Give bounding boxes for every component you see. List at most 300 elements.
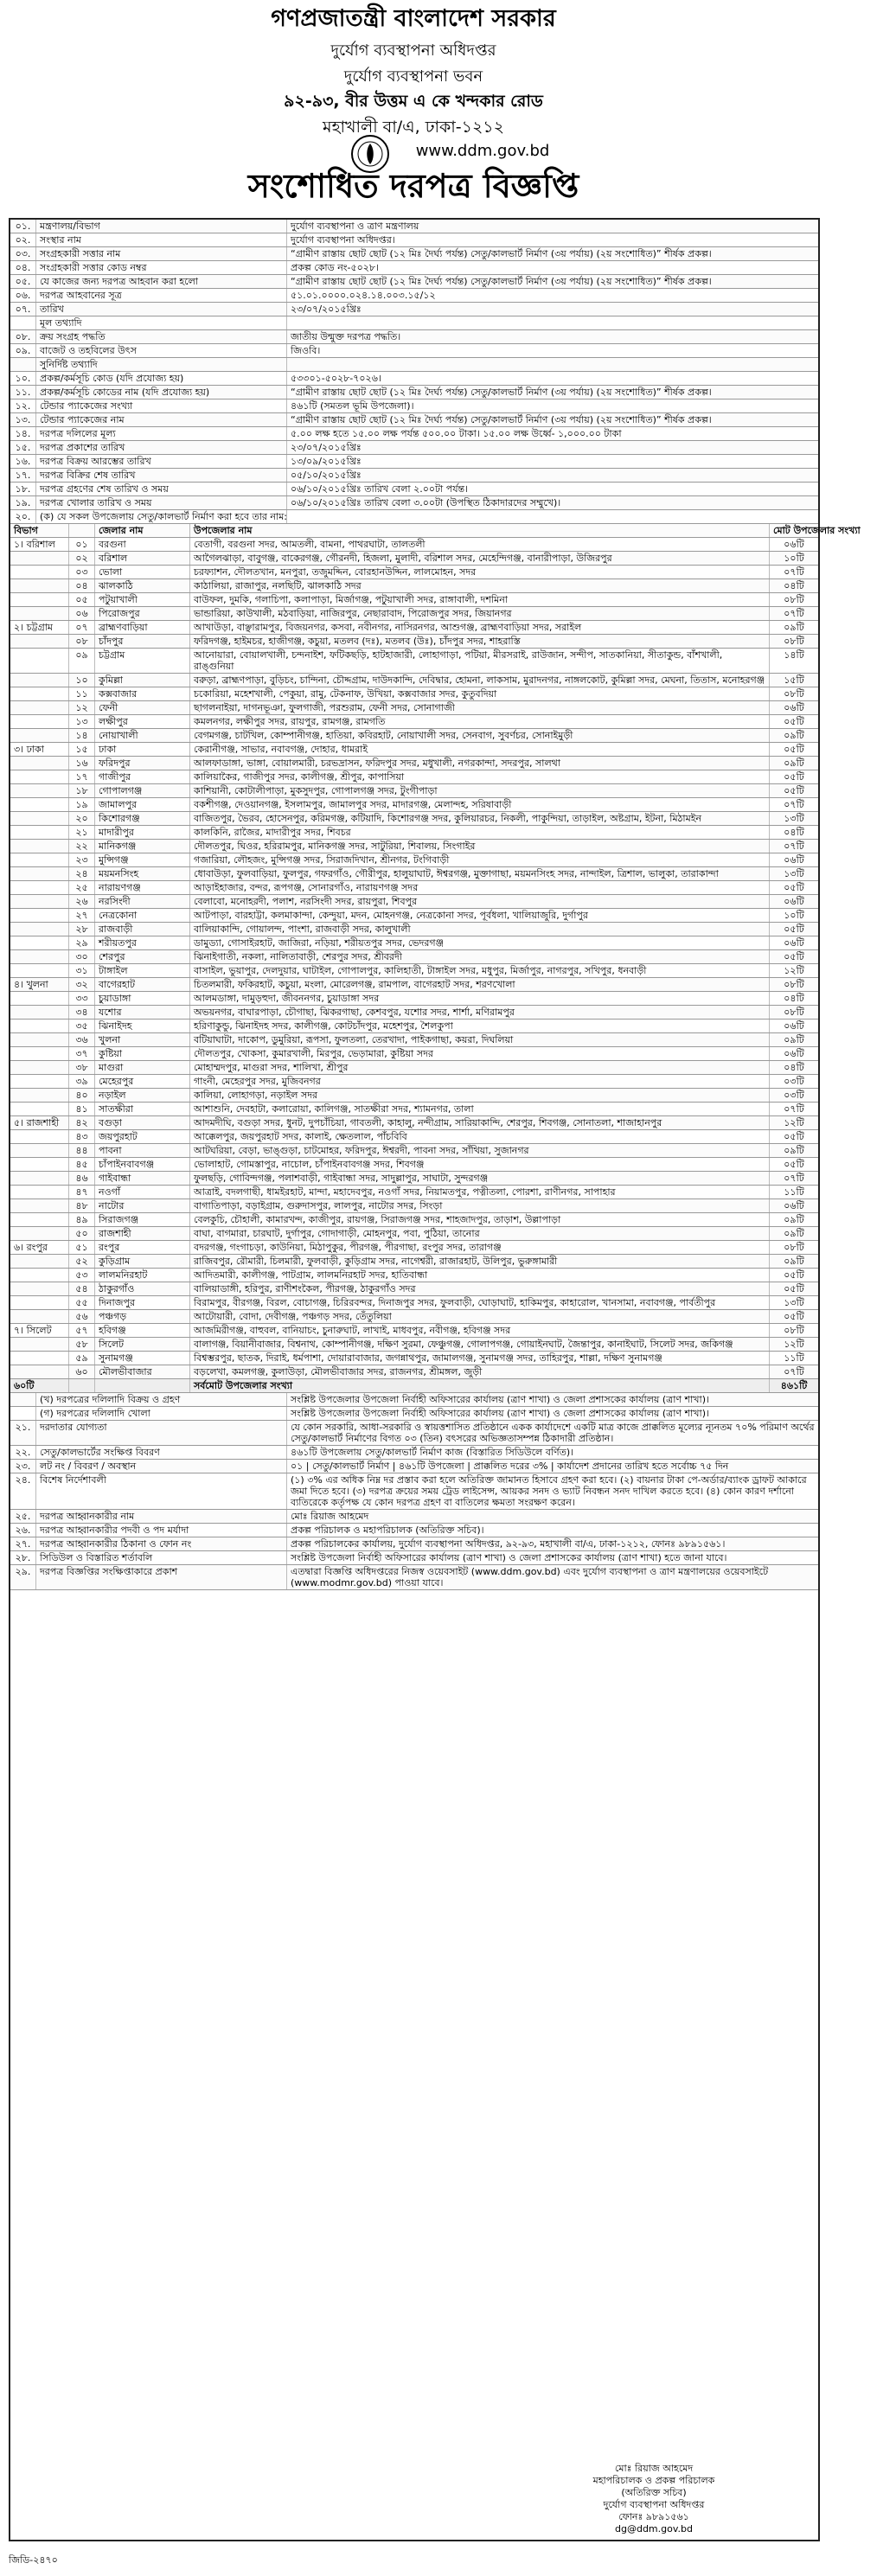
upazila-count: ০৯টি — [784, 1256, 804, 1267]
upazila-list: বেলকুচি, চৌহালী, কামারখন্দ, কাজীপুর, রায়গঞ্জ, সিরাজগঞ্জ সদর, শাহজাদপুর, তাড়াশ, উল্লাপাড়া — [190, 1213, 770, 1226]
district-number: ১২ — [69, 701, 95, 714]
division-name — [10, 812, 69, 825]
row-value: সংশ্লিষ্ট উপজেলার উপজেলা নির্বাহী অফিসারের কার্যালয় (ত্রাণ শাখা) ও জেলা প্রশাসকের কার্যালয় (ত্রাণ শাখা)। — [291, 1394, 709, 1405]
division-name — [10, 826, 69, 839]
upazila-list: কেরানীগঞ্জ, সাভার, নবাবগঞ্জ, দোহার, ধামরাই — [190, 743, 770, 756]
upazila-list: ডামুড্যা, গোসাইরহাট, জাজিরা, নড়িয়া, শরীয়তপুর সদর, ভেদরগঞ্জ — [190, 936, 770, 949]
upazila-list: বড়লেখা, কমলগঞ্জ, কুলাউড়া, মৌলভীবাজার সদর, রাজনগর, শ্রীমঙ্গল, জুড়ী — [190, 1365, 770, 1378]
upazila-count: ০৪টি — [784, 827, 804, 838]
district-name: জয়পুরহাট — [95, 1130, 190, 1143]
division-name: ৬। রংপুর — [10, 1241, 69, 1254]
upazila-list: অভয়নগর, বাঘারপাড়া, চৌগাছা, ঝিকরগাছা, কেশবপুর, যশোর সদর, শার্শা, মণিরামপুর — [190, 1006, 770, 1019]
district-name: নাটোর — [95, 1199, 190, 1212]
row-number: ০২. — [10, 233, 36, 246]
upazila-list: গজারিয়া, লৌহজং, মুন্সিগঞ্জ সদর, সিরাজদিখান, শ্রীনগর, টংগিবাড়ী — [190, 853, 770, 866]
district-name: লালমনিরহাট — [95, 1269, 190, 1282]
district-row — [10, 1020, 818, 1033]
info-row — [10, 441, 818, 455]
upazila-count: ০৫টি — [784, 1283, 804, 1294]
reference-number: জিডি-২৪৭০ — [9, 2554, 58, 2566]
row-label: দরপত্র বিক্রির শেষ তারিখ — [36, 469, 287, 482]
upazila-header: উপজেলার নাম — [190, 524, 770, 537]
row-label: দরপত্র গ্রহণের শেষ তারিখ ও সময় — [36, 483, 287, 495]
upazila-list: মোহাম্মদপুর, মাগুরা সদর, শালিখা, শ্রীপুর — [190, 1061, 770, 1074]
district-name: গোপালগঞ্জ — [95, 784, 190, 797]
row-number: ২২. — [10, 1446, 36, 1459]
info-row — [10, 1473, 818, 1510]
district-number: ৪৪ — [69, 1144, 95, 1157]
district-row — [10, 978, 818, 992]
info-row — [10, 275, 818, 289]
signer-email[interactable]: dg@ddm.gov.bd — [615, 2523, 693, 2534]
district-row — [10, 895, 818, 909]
district-number: ০৫ — [69, 593, 95, 606]
upazila-list: কালিয়া, লোহাগড়া, নড়াইল সদর — [190, 1089, 770, 1102]
district-row — [10, 909, 818, 923]
upazila-list: গাংনী, মেহেরপুর সদর, মুজিবনগর — [190, 1075, 770, 1088]
row-value: ২৩/০৭/২০১৫খ্রিঃ — [291, 442, 362, 453]
district-name: ঢাকা — [95, 743, 190, 756]
division-name — [10, 1365, 69, 1378]
upazila-list: আজমিরীগঞ্জ, বাহুবল, বানিয়াচং, চুনারুঘাট, লাখাই, মাধবপুর, নবীগঞ্জ, হবিগঞ্জ সদর — [190, 1324, 770, 1337]
row-number: ১৯. — [10, 496, 36, 509]
tender-rows — [10, 220, 861, 1590]
row-label: দরদাতার যোগ্যতা — [36, 1421, 287, 1445]
division-name — [10, 895, 69, 908]
district-row — [10, 1213, 818, 1227]
upazila-list: ফরিদগঞ্জ, হাইমচর, হাজীগঞ্জ, কচুয়া, মতলব (দঃ), মতলব (উঃ), চাঁদপুর সদর, শাহরাস্তি — [190, 635, 770, 648]
total-districts: ৬০টি — [10, 1379, 69, 1392]
district-name: নোয়াখালী — [95, 729, 190, 742]
district-name: ঠাকুরগাঁও — [95, 1282, 190, 1295]
district-number: ০৬ — [69, 607, 95, 620]
district-row — [10, 964, 818, 978]
district-row — [10, 1338, 818, 1352]
upazila-count: ০৭টি — [784, 1103, 804, 1115]
row-number: ০৩. — [10, 247, 36, 260]
upazila-list: বাঘা, বাগমারা, চারঘাট, দুর্গাপুর, গোদাগাড়ী, মোহনপুর, পবা, পুঠিয়া, তানোর — [190, 1227, 770, 1240]
upazila-count: ০৮টি — [784, 594, 804, 605]
government-name: গণপ্রজাতন্ত্রী বাংলাদেশ সরকার — [271, 5, 556, 32]
district-row — [10, 1144, 818, 1158]
division-name — [10, 1089, 69, 1102]
district-name: পটুয়াখালী — [95, 593, 190, 606]
upazila-list: রাজিবপুর, রৌমারী, চিলমারী, ফুলবাড়ী, কুড়িগ্রাম সদর, নাগেশ্বরী, রাজারহাট, উলিপুর, ভুরুঙ্গামারী — [190, 1255, 770, 1268]
row-value: প্রকল্প কোড নং-৫০২৮। — [291, 262, 379, 273]
info-row — [10, 316, 818, 330]
upazila-count: ০৭টি — [784, 841, 804, 852]
district-name: নওগাঁ — [95, 1186, 190, 1199]
upazila-count: ০৯টি — [784, 622, 804, 633]
row-label: লট নং / বিবরণ / অবস্থান — [36, 1460, 287, 1473]
upazila-count: ০৫টি — [784, 1159, 804, 1170]
row-value: ৫৩৩০১-৫০২৮-৭০২৬। — [291, 373, 381, 384]
row-number: ১১. — [10, 386, 36, 399]
upazila-count: ০৭টি — [784, 799, 804, 810]
district-name: কুমিল্লা — [95, 674, 190, 687]
info-row — [10, 483, 818, 496]
department-name: দুর্যোগ ব্যবস্থাপনা অধিদপ্তর — [330, 42, 496, 60]
website-link[interactable]: www.ddm.gov.bd — [415, 142, 550, 160]
info-row — [10, 386, 818, 400]
upazila-list: ফুলছড়ি, গোবিন্দগঞ্জ, পলাশবাড়ী, গাইবান্ধা সদর, সাদুল্লাপুর, সাঘাটা, সুন্দরগঞ্জ — [190, 1172, 770, 1185]
row-label: ক্রয় সংগ্রহ পদ্ধতি — [36, 330, 287, 343]
district-number: ০৩ — [69, 566, 95, 578]
row-label: সংস্থার নাম — [36, 233, 287, 246]
division-name — [10, 798, 69, 811]
row-label: দরপত্র বিজ্ঞপ্তির সংক্ষিপ্তাকারে প্রকাশ — [36, 1565, 287, 1589]
district-row — [10, 1061, 818, 1075]
upazila-list: আটোয়ারী, বোদা, দেবীগঞ্জ, পঞ্চগড় সদর, তেঁতুলিয়া — [190, 1310, 770, 1323]
info-row — [10, 469, 818, 483]
row-number: ০৭. — [10, 303, 36, 316]
district-row — [10, 715, 818, 729]
division-name — [10, 1103, 69, 1115]
upazila-count: ০৬টি — [784, 1020, 804, 1032]
division-name — [10, 770, 69, 783]
district-name: ফেনী — [95, 701, 190, 714]
upazila-count: ০৬টি — [784, 854, 804, 866]
row-label: টেন্ডার প্যাকেজের সংখ্যা — [36, 400, 287, 412]
upazila-count: ০৯টি — [784, 1214, 804, 1225]
row-number: ২১. — [10, 1421, 36, 1445]
row-label: যে কাজের জন্য দরপত্র আহবান করা হলো — [36, 275, 287, 288]
district-number: ৫৮ — [69, 1338, 95, 1351]
district-name: সিরাজগঞ্জ — [95, 1213, 190, 1226]
district-row — [10, 1103, 818, 1116]
count-header: মোট উপজেলার সংখ্যা — [773, 525, 861, 536]
upazila-list: আলফাডাঙ্গা, ভাঙ্গা, বোয়ালমারী, চরভদ্রাসন, ফরিদপুর সদর, মধুখালী, নগরকান্দা, সদরপুর, সালথা — [190, 757, 770, 770]
district-name: মানিকগঞ্জ — [95, 840, 190, 853]
division-name — [10, 1213, 69, 1226]
division-name — [10, 1172, 69, 1185]
row-value: “গ্রামীণ রাস্তায় ছোট ছোট (১২ মিঃ দৈর্ঘ্য পর্যন্ত) সেতু/কালভার্ট নির্মাণ (৩য় পর্যায়) (২য় সংশোধিত)” শীর্ষক প্রকল্প। — [291, 276, 712, 287]
district-row — [10, 992, 818, 1006]
division-name: ৫। রাজশাহী — [10, 1116, 69, 1129]
info-row — [10, 1446, 818, 1460]
district-number: ৫২ — [69, 1255, 95, 1268]
upazila-count: ০৪টি — [784, 580, 804, 591]
district-row — [10, 1116, 818, 1130]
division-name — [10, 701, 69, 714]
info-row — [10, 1510, 818, 1524]
info-row — [10, 510, 818, 524]
district-name: সিলেট — [95, 1338, 190, 1351]
info-row — [10, 400, 818, 413]
upazila-count: ০৮টি — [784, 1007, 804, 1018]
district-number: ৪৫ — [69, 1158, 95, 1171]
info-row — [10, 372, 818, 386]
district-number: ২৮ — [69, 923, 95, 936]
district-number: ০৪ — [69, 579, 95, 592]
division-name — [10, 1047, 69, 1060]
district-name: সুনামগঞ্জ — [95, 1352, 190, 1365]
district-name: কক্সবাজার — [95, 687, 190, 700]
district-row — [10, 867, 818, 881]
info-row — [10, 496, 818, 510]
district-row — [10, 1365, 818, 1379]
upazila-list: বিরামপুর, বীরগঞ্জ, বিরল, বোচাগঞ্জ, চিরিরবন্দর, দিনাজপুর সদর, ফুলবাড়ী, ঘোড়াঘাট, হাকিমপুর, কাহারোল, খানসামা, নবাবগঞ্জ, পার্বতীপুর — [190, 1296, 770, 1309]
row-value: মোঃ রিয়াজ আহমেদ — [291, 1511, 369, 1522]
upazila-list: আটঘরিয়া, বেড়া, ভাঙ্গুড়া, চাটমোহর, ফরিদপুর, ঈশ্বরদী, পাবনা সদর, সাঁথিয়া, সুজানগর — [190, 1144, 770, 1157]
division-name — [10, 853, 69, 866]
district-number: ৫১ — [69, 1241, 95, 1254]
division-name — [10, 635, 69, 648]
row-number: ২৭. — [10, 1537, 36, 1550]
upazila-count: ০৪টি — [784, 993, 804, 1004]
row-number: ১২. — [10, 400, 36, 412]
district-name: মাগুরা — [95, 1061, 190, 1074]
row-value: ০৬/১০/২০১৫খ্রিঃ তারিখ বেলা ২.০০টা পর্যন্ত। — [291, 483, 469, 495]
street-address: ৯২-৯৩, বীর উত্তম এ কে খন্দকার রোড — [284, 92, 543, 111]
upazila-list: কাঠালিয়া, রাজাপুর, নলছিটি, ঝালকাঠি সদর — [190, 579, 770, 592]
row-label: বাজেট ও তহবিলের উৎস — [36, 344, 287, 357]
upazila-count: ০৬টি — [784, 937, 804, 949]
info-row — [10, 330, 818, 344]
district-name: চট্টগ্রাম — [95, 649, 190, 673]
district-name: টাঙ্গাইল — [95, 964, 190, 977]
district-name: চাঁদপুর — [95, 635, 190, 648]
upazila-count: ১১টি — [784, 1186, 804, 1198]
info-row — [10, 247, 818, 261]
upazila-list: বালিয়াকান্দি, গোয়ালন্দ, পাংশা, রাজবাড়ী সদর, কালুখালী — [190, 923, 770, 936]
district-name: মাদারীপুর — [95, 826, 190, 839]
upazila-count: ১০টি — [784, 553, 804, 564]
upazila-count: ০৮টি — [784, 1325, 804, 1336]
district-number: ৪৬ — [69, 1172, 95, 1185]
division-name — [10, 1338, 69, 1351]
division-header: বিভাগ — [10, 524, 69, 537]
district-number: ০৮ — [69, 635, 95, 648]
district-row — [10, 1186, 818, 1199]
district-number: ৫৩ — [69, 1269, 95, 1282]
row-number: ০৪. — [10, 261, 36, 274]
row-number — [10, 1393, 36, 1406]
district-name: দিনাজপুর — [95, 1296, 190, 1309]
district-row — [10, 593, 818, 607]
signer-designation: মহাপরিচালক ও প্রকল্প পরিচালক — [592, 2475, 715, 2486]
district-number: ১৯ — [69, 798, 95, 811]
district-row — [10, 1199, 818, 1213]
upazila-count: ০৯টি — [784, 1228, 804, 1239]
row-value: “গ্রামীণ রাস্তায় ছোট ছোট (১২ মিঃ দৈর্ঘ্য পর্যন্ত) সেতু/কালভার্ট নির্মাণ (৩য় পর্যায়) (২য় সংশোধিত)” শীর্ষক প্রকল্প। — [291, 387, 712, 398]
upazila-list: বাসাইল, ভুয়াপুর, দেলদুয়ার, ঘাটাইল, গোপালপুর, কালিহাতী, টাঙ্গাইল সদর, মধুপুর, মির্জাপুর, নাগরপুর, সখিপুর, ধনবাড়ী — [190, 964, 770, 977]
district-number: ১৫ — [69, 743, 95, 756]
row-number: ২৬. — [10, 1524, 36, 1537]
signer-rank: (অতিরিক্ত সচিব) — [621, 2487, 687, 2498]
row-number — [10, 316, 36, 329]
district-row — [10, 1033, 818, 1047]
district-name: বরিশাল — [95, 552, 190, 565]
district-row — [10, 1047, 818, 1061]
district-number: ০১ — [69, 538, 95, 551]
upazila-list: বাজিতপুর, ভৈরব, হোসেনপুর, করিমগঞ্জ, কটিয়াদি, কিশোরগঞ্জ সদর, কুলিয়ারচর, নিকলী, পাকুন্দিয়া, তাড়াইল, অষ্টগ্রাম, ইটনা, মিঠামইন — [190, 812, 770, 825]
district-row — [10, 1172, 818, 1186]
upazila-count: ১৩টি — [784, 1297, 804, 1308]
row-value: “গ্রামীণ রাস্তায় ছোট ছোট (১২ মিঃ দৈর্ঘ্য পর্যন্ত) সেতু/কালভার্ট নির্মাণ (৩য় পর্যায়) (২য় সংশোধিত)” শীর্ষক প্রকল্প। — [291, 414, 712, 425]
division-name — [10, 1006, 69, 1019]
row-value: ৪৬১টি উপজেলায় সেতু/কালভার্ট নির্মাণ কাজ (বিস্তারিত সিডিউলে বর্ণিত)। — [291, 1447, 574, 1458]
row-label: প্রকল্প/কর্মসূচি কোডের নাম (যদি প্রযোজ্য হয়) — [36, 386, 287, 399]
district-number: ২৫ — [69, 881, 95, 894]
upazila-list: কালিয়াকৈর, গাজীপুর সদর, কালীগঞ্জ, শ্রীপুর, কাপাসিয়া — [190, 770, 770, 783]
total-spacer — [95, 1379, 190, 1392]
signer-phone: ফোনঃ ৯৮৯১৫৬১ — [618, 2511, 689, 2522]
signer-office: দুর্যোগ ব্যবস্থাপনা অধিদপ্তর — [603, 2499, 705, 2510]
district-number: ১৬ — [69, 757, 95, 770]
upazila-count: ০৬টি — [784, 1048, 804, 1059]
division-name — [10, 649, 69, 673]
district-number: ৫৯ — [69, 1352, 95, 1365]
row-number: ১৩. — [10, 413, 36, 426]
district-row — [10, 1269, 818, 1282]
upazila-count: ১২টি — [784, 965, 804, 976]
building-name: দুর্যোগ ব্যবস্থাপনা ভবন — [343, 67, 483, 86]
row-label: দরপত্র আহ্বানকারীর নাম — [36, 1510, 287, 1523]
row-value: ০৬/১০/২০১৫খ্রিঃ তারিখ বেলা ৩.০০টা (উপস্থিত ঠিকাদারদের সম্মুখে)। — [291, 497, 561, 508]
district-name: শেরপুর — [95, 950, 190, 963]
row-label: দরপত্র খোলার তারিখ ও সময় — [36, 496, 287, 509]
row-number: ২৯. — [10, 1565, 36, 1589]
district-number: ৩২ — [69, 978, 95, 991]
row-number: ০৬. — [10, 289, 36, 302]
district-row — [10, 538, 818, 552]
district-number: ২২ — [69, 840, 95, 853]
row-label: টেন্ডার প্যাকেজের নাম — [36, 413, 287, 426]
row-label: সিডিউল ও বিস্তারিত শর্তাবলি — [36, 1551, 287, 1564]
info-row — [10, 358, 818, 372]
upazila-list: বদরগঞ্জ, গংগাচড়া, কাউনিয়া, মিঠাপুকুর, পীরগঞ্জ, পীরগাছা, রংপুর সদর, তারাগঞ্জ — [190, 1241, 770, 1254]
district-row — [10, 881, 818, 895]
district-number: ৩০ — [69, 950, 95, 963]
district-row — [10, 607, 818, 621]
notice-footer — [0, 2387, 827, 2576]
division-name — [10, 579, 69, 592]
district-row — [10, 1158, 818, 1172]
upazila-list: বেলাবো, মনোহরদী, পলাশ, নরসিংদী সদর, রায়পুরা, শিবপুর — [190, 895, 770, 908]
district-row — [10, 950, 818, 964]
district-number: ১৪ — [69, 729, 95, 742]
info-row — [10, 289, 818, 303]
district-name: হবিগঞ্জ — [95, 1324, 190, 1337]
upazila-list: কালকিনি, রাজৈর, মাদারীপুর সদর, শিবচর — [190, 826, 770, 839]
info-row — [10, 1565, 818, 1590]
upazila-list: চিতলমারী, ফকিরহাট, কচুয়া, মংলা, মোরেলগঞ্জ, রামপাল, বাগেরহাট সদর, শরণখোলা — [190, 978, 770, 991]
row-label: তারিখ — [36, 303, 287, 316]
district-row — [10, 621, 818, 635]
upazila-count: ১১টি — [784, 1352, 804, 1364]
division-name — [10, 607, 69, 620]
row-label: দরপত্র আহ্বানকারীর পদবী ও পদ মর্যাদা — [36, 1524, 287, 1537]
upazila-count: ০৪টি — [784, 1062, 804, 1073]
upazila-count: ০৫টি — [784, 1131, 804, 1142]
upazila-count: ০৮টি — [784, 636, 804, 647]
upazila-list: বেগমগঞ্জ, চাটখিল, কোম্পানীগঞ্জ, হাতিয়া, কবিরহাট, নোয়াখালী সদর, সেনবাগ, সুবর্ণচর, সোনাইমুড়ী — [190, 729, 770, 742]
row-label: মূল তথ্যাদি — [36, 316, 287, 329]
row-value — [287, 358, 818, 371]
info-row — [10, 1537, 818, 1551]
division-name: ১। বরিশাল — [10, 538, 69, 551]
info-row — [10, 455, 818, 469]
district-number: ৫৭ — [69, 1324, 95, 1337]
division-name — [10, 1075, 69, 1088]
upazila-list: হরিণাকুন্ডু, ঝিনাইদহ সদর, কালীগঞ্জ, কোটচাঁদপুর, মহেশপুর, শৈলকুপা — [190, 1020, 770, 1032]
info-row — [10, 233, 818, 247]
row-label: সুনির্দিষ্ট তথ্যাদি — [36, 358, 287, 371]
upazila-list: কমলনগর, লক্ষীপুর সদর, রায়পুর, রামগঞ্জ, রামগতি — [190, 715, 770, 728]
row-number: ১৮. — [10, 483, 36, 495]
notice-title: সংশোধিত দরপত্র বিজ্ঞপ্তি — [247, 167, 579, 205]
upazila-count: ০৫টি — [784, 785, 804, 796]
district-name: মেহেরপুর — [95, 1075, 190, 1088]
row-number: ২৪. — [10, 1473, 36, 1509]
district-name: নেত্রকোনা — [95, 909, 190, 922]
upazila-list: আগৈলঝাড়া, বাবুগঞ্জ, বাকেরগঞ্জ, গৌরনদী, হিজলা, মুলাদী, বরিশাল সদর, মেহেন্দিগঞ্জ, বানারীপাড়া, উজিরপুর — [190, 552, 770, 565]
upazila-count: ০৯টি — [784, 1034, 804, 1045]
district-number: ২১ — [69, 826, 95, 839]
row-value: সংশ্লিষ্ট উপজেলার উপজেলা নির্বাহী অফিসারের কার্যালয় (ত্রাণ শাখা) ও জেলা প্রশাসকের কার্যালয় (ত্রাণ শাখা)। — [291, 1408, 709, 1419]
district-number: ৪০ — [69, 1089, 95, 1102]
division-name: ৩। ঢাকা — [10, 743, 69, 756]
district-row — [10, 812, 818, 826]
upazila-list: ধোবাউড়া, ফুলবাড়িয়া, ফুলপুর, গফরগাঁও, গৌরীপুর, হালুয়াঘাট, ঈশ্বরগঞ্জ, মুক্তাগাছা, ময়মনসিংহ সদর, নান্দাইল, ত্রিশাল, ভালুকা, তারাকান্দা — [190, 867, 770, 880]
upazila-count: ০৫টি — [784, 771, 804, 783]
upazila-list: বালিয়াডাঙ্গী, হরিপুর, রাণীশংকৈল, পীরগঞ্জ, ঠাকুরগাঁও সদর — [190, 1282, 770, 1295]
district-number: ১০ — [69, 674, 95, 687]
district-row — [10, 674, 818, 687]
district-name: জামালপুর — [95, 798, 190, 811]
upazila-list: দৌলতপুর, খোকসা, কুমারখালী, মিরপুর, ভেড়ামারা, কুষ্টিয়া সদর — [190, 1047, 770, 1060]
district-name: মুন্সিগঞ্জ — [95, 853, 190, 866]
upazila-list: চরফ্যাশন, দৌলতখান, মনপুরা, তজুমদ্দিন, বোরহানউদ্দিন, লালমোহন, সদর — [190, 566, 770, 578]
upazila-list: ভান্ডারিয়া, কাউখালী, মঠবাড়িয়া, নাজিরপুর, নেছারাবাদ, পিরোজপুর সদর, জিয়ানগর — [190, 607, 770, 620]
division-name — [10, 1296, 69, 1309]
row-number: ০৯. — [10, 344, 36, 357]
district-name: বগুড়া — [95, 1116, 190, 1129]
row-value: (১) ৩% এর অধিক নিম্ন দর প্রস্তাব করা হলে অতিরিক্ত জামানত হিসাবে গ্রহণ করা হবে। (২) বায়নার টাকা পে-অর্ডার/ব্যাংক ড্রাফট আকারে জমা দিতে হবে। (৩) দরপত্র ক্রয়ের সময় ট্রেড লাইসেন্স, আয়কর সনদ ও ভ্যাট নিবন্ধন সনদ দাখিল করতে হবে। (৪) কোন কারণ দর্শানো ব্যতিরেকে কর্তৃপক্ষ যে কোন দরপত্র গ্রহণ বা বাতিলের ক্ষমতা সংরক্ষণ করেন। — [291, 1474, 807, 1508]
upazila-count: ০৭টি — [784, 566, 804, 578]
district-row — [10, 566, 818, 579]
row-number: ২৩. — [10, 1460, 36, 1473]
division-name — [10, 840, 69, 853]
upazila-list: বাগাতিপাড়া, বড়াইগ্রাম, গুরুদাসপুর, লালপুর, নাটোর সদর, সিংড়া — [190, 1199, 770, 1212]
district-name: চাঁপাইনবাবগঞ্জ — [95, 1158, 190, 1171]
district-row — [10, 1255, 818, 1269]
district-number: ২৪ — [69, 867, 95, 880]
upazila-count: ০৫টি — [784, 951, 804, 962]
upazila-count: ১৫টি — [784, 674, 804, 686]
info-row — [10, 1551, 818, 1565]
signature-block — [515, 2463, 792, 2535]
division-name: ২। চট্টগ্রাম — [10, 621, 69, 634]
row-value: ২৩/০৭/২০১৫খ্রিঃ — [291, 304, 362, 315]
district-row — [10, 1324, 818, 1338]
district-number: ৩১ — [69, 964, 95, 977]
upazila-list: ঝিনাইগাতী, নকলা, নালিতাবাড়ী, শেরপুর সদর, শ্রীবরদী — [190, 950, 770, 963]
district-number: ৩৪ — [69, 1006, 95, 1019]
upazila-list: ছাগলনাইয়া, দাগনভূঞা, ফুলগাজী, পরশুরাম, ফেনী সদর, সোনাগাজী — [190, 701, 770, 714]
row-number — [10, 358, 36, 371]
district-name: ভোলা — [95, 566, 190, 578]
area-address: মহাখালী বা/এ, ঢাকা-১২১২ — [323, 118, 504, 137]
district-row — [10, 853, 818, 867]
upazila-list: বাউফল, দুমকি, গলাচিপা, কলাপাড়া, মির্জাগঞ্জ, পটুয়াখালী সদর, রাঙ্গাবালী, দশমিনা — [190, 593, 770, 606]
division-name — [10, 757, 69, 770]
row-value: যে কোন সরকারি, আধা-সরকারি ও স্বায়ত্তশাসিত প্রতিষ্ঠানে একক কার্যাদেশে একটি মাত্র কাজে প্রাক্কলিত মূল্যের ন্যূনতম ৭০% পরিমাণ অর্থের সেতু/কালভার্ট নির্মাণের বিগত ০৩ (তিন) বৎসরের অভিজ্ঞতাসম্পন্ন ঠিকাদারী প্রতিষ্ঠান। — [291, 1422, 815, 1444]
district-row — [10, 729, 818, 743]
upazila-count: ০৮টি — [784, 979, 804, 990]
district-row — [10, 579, 818, 593]
